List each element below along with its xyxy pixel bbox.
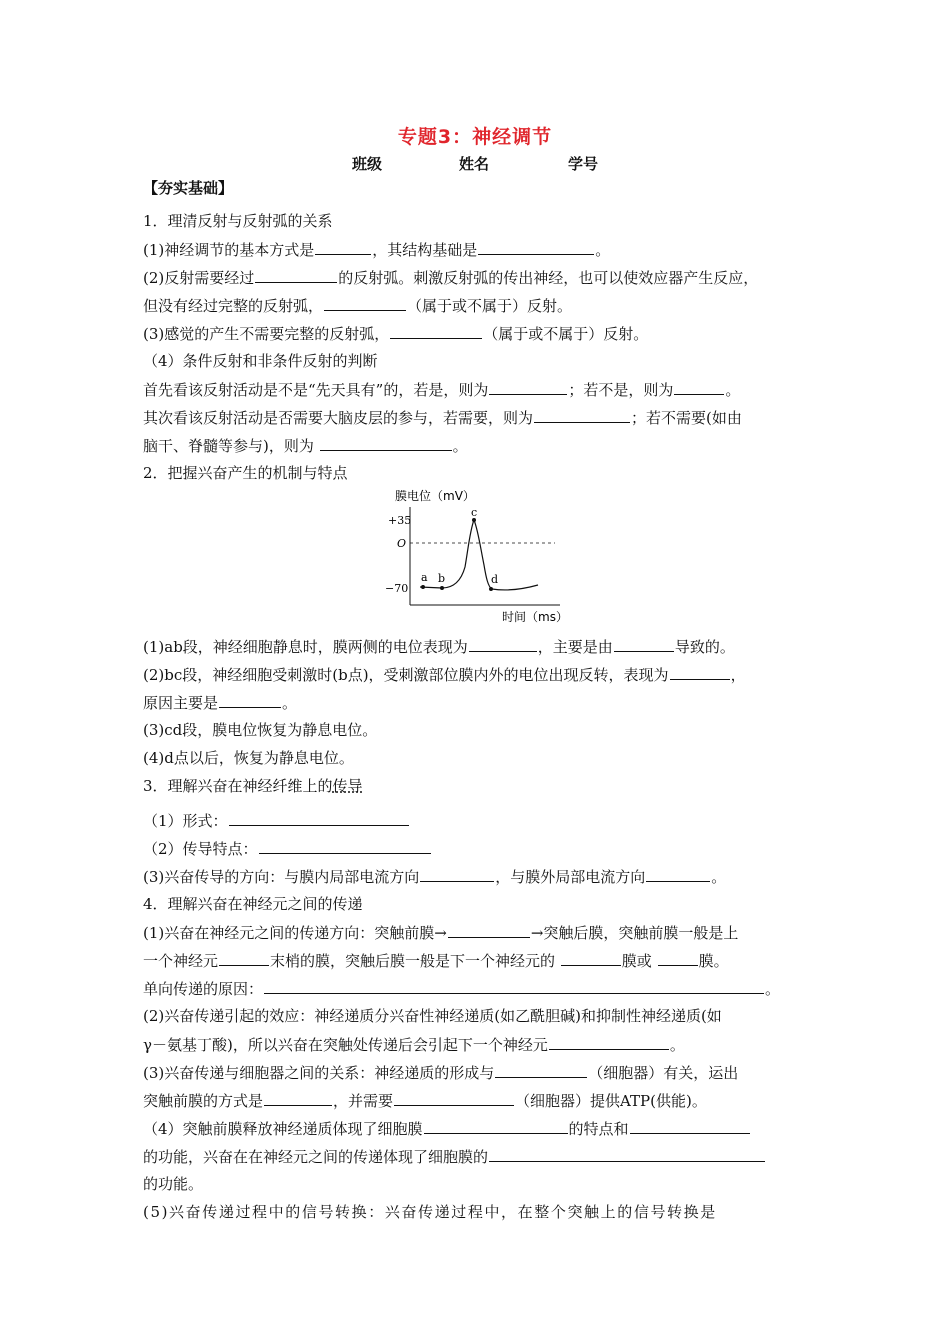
question-line [143, 239, 813, 260]
text: ；若不需要(如由 [631, 409, 742, 427]
page-title: 专题3：神经调节 [397, 126, 553, 148]
question-line [143, 866, 813, 887]
answer-blank[interactable] [264, 1090, 332, 1106]
question-line: (5)兴奋传递过程中的信号转换：兴奋传递过程中，在整个突触上的信号转换是 [143, 1203, 717, 1221]
text: ，主要是由 [537, 638, 613, 656]
question-line: (2)兴奋传递引起的效应：神经递质分兴奋性神经递质(如乙酰胆碱)和抑制性神经递质(如 [143, 1007, 722, 1025]
point-label: a [421, 571, 428, 584]
text: （2）传导特点： [143, 840, 258, 858]
answer-blank[interactable] [264, 978, 764, 994]
heading-2: 2．把握兴奋产生的机制与特点 [143, 464, 348, 482]
question-line [143, 838, 813, 859]
answer-blank[interactable] [469, 636, 537, 652]
question-line [143, 295, 813, 316]
answer-blank[interactable] [478, 239, 594, 255]
answer-blank[interactable] [315, 239, 371, 255]
question-line [143, 323, 813, 344]
question-line [143, 1118, 813, 1139]
text: (1)ab段，神经细胞静息时，膜两侧的电位表现为 [143, 638, 468, 656]
answer-blank[interactable] [324, 295, 406, 311]
text: （属于或不属于）反射。 [483, 325, 649, 343]
text: 首先看该反射活动是不是“先天具有”的，若是，则为 [143, 381, 489, 399]
text: (1)神经调节的基本方式是 [143, 241, 315, 259]
point-a [421, 585, 425, 589]
name-label: 姓名 [459, 155, 490, 173]
text: 脑干、脊髓等参与)，则为 [143, 437, 319, 455]
text: 。 [282, 694, 298, 712]
text: （1）形式： [143, 812, 228, 830]
answer-blank[interactable] [448, 922, 530, 938]
student-id-label: 学号 [568, 155, 599, 173]
text: 的反射弧。刺激反射弧的传出神经，也可以使效应器产生反应， [338, 269, 759, 287]
x-axis-label: 时间（ms） [502, 610, 568, 624]
question-line [143, 1034, 813, 1055]
text: (3)兴奋传递与细胞器之间的关系：神经递质的形成与 [143, 1064, 495, 1082]
text: ，与膜外局部电流方向 [495, 868, 646, 886]
answer-blank[interactable] [658, 950, 698, 966]
question-line [143, 664, 813, 685]
heading-1: 1．理清反射与反射弧的关系 [143, 212, 333, 230]
y-tick-label: O [397, 537, 407, 550]
text: （细胞器）有关，运出 [588, 1064, 739, 1082]
point-label: b [438, 572, 446, 585]
point-label: d [491, 573, 499, 586]
text: 单向传递的原因： [143, 980, 264, 998]
answer-blank[interactable] [495, 1062, 587, 1078]
text: (2)反射需要经过 [143, 269, 255, 287]
answer-blank[interactable] [674, 379, 724, 395]
heading-3 [143, 776, 813, 796]
question-line [143, 1146, 813, 1167]
question-line [143, 267, 813, 288]
text: （4）突触前膜释放神经递质体现了细胞膜 [143, 1120, 423, 1138]
answer-blank[interactable] [259, 838, 431, 854]
question-line: 的功能。 [143, 1175, 204, 1193]
text: γ－氨基丁酸)，所以兴奋在突触处传递后会引起下一个神经元 [143, 1036, 548, 1054]
question-line [143, 978, 813, 999]
section-heading: 【夯实基础】 [143, 179, 234, 197]
answer-blank[interactable] [394, 1090, 514, 1106]
text: （属于或不属于）反射。 [407, 297, 573, 315]
question-line [143, 1090, 813, 1111]
question-line [143, 692, 813, 713]
text: ，其结构基础是 [372, 241, 478, 259]
text: 但没有经过完整的反射弧， [143, 297, 324, 315]
text: (2)bc段，神经细胞受刺激时(b点)，受刺激部位膜内外的电位出现反转，表现为 [143, 666, 669, 684]
text: 末梢的膜，突触后膜一般是下一个神经元的 [270, 952, 560, 970]
question-line [143, 636, 813, 657]
text: 膜或 [621, 952, 657, 970]
answer-blank[interactable] [219, 950, 269, 966]
question-line: （4）条件反射和非条件反射的判断 [143, 352, 378, 370]
question-line [143, 922, 813, 943]
heading-4: 4．理解兴奋在神经元之间的传递 [143, 895, 363, 913]
answer-blank[interactable] [646, 866, 710, 882]
text: ， [730, 666, 746, 684]
answer-blank[interactable] [561, 950, 621, 966]
text: 3．理解兴奋在神经纤维上的 [143, 777, 333, 795]
answer-blank[interactable] [670, 664, 730, 680]
point-d [489, 587, 493, 591]
text: 的特点和 [568, 1120, 629, 1138]
text: 突触前膜的方式是 [143, 1092, 264, 1110]
question-line [143, 950, 813, 971]
text: 其次看该反射活动是否需要大脑皮层的参与，若需要，则为 [143, 409, 534, 427]
answer-blank[interactable] [549, 1034, 669, 1050]
text: 。 [725, 381, 741, 399]
question-line [143, 1062, 813, 1083]
answer-blank[interactable] [614, 636, 674, 652]
answer-blank[interactable] [390, 323, 482, 339]
emphasized-text: 传导 [332, 777, 363, 795]
y-axis-label: 膜电位（mV） [395, 489, 475, 503]
text: 。 [595, 241, 611, 259]
class-label: 班级 [352, 155, 383, 173]
text: (3)感觉的产生不需要完整的反射弧， [143, 325, 390, 343]
text: →突触后膜，突触前膜一般是上 [530, 924, 739, 942]
question-line [143, 407, 813, 428]
question-line [143, 379, 813, 400]
question-line: (3)cd段，膜电位恢复为静息电位。 [143, 721, 378, 739]
text: 的功能，兴奋在在神经元之间的传递体现了细胞膜的 [143, 1148, 489, 1166]
question-line [143, 810, 813, 831]
point-label: c [471, 506, 478, 519]
text: 。 [765, 980, 781, 998]
text: ；若不是，则为 [568, 381, 674, 399]
answer-blank[interactable] [219, 692, 281, 708]
point-b [440, 586, 444, 590]
text: 。 [452, 437, 468, 455]
text: 一个神经元 [143, 952, 219, 970]
answer-blank[interactable] [534, 407, 630, 423]
y-tick-label: −70 [385, 582, 409, 595]
membrane-potential-chart [380, 485, 570, 625]
text: 原因主要是 [143, 694, 219, 712]
text: 导致的。 [674, 638, 735, 656]
question-line: (4)d点以后，恢复为静息电位。 [143, 749, 354, 767]
text: ，并需要 [333, 1092, 394, 1110]
answer-blank[interactable] [424, 1118, 568, 1134]
answer-blank[interactable] [320, 435, 452, 451]
answer-blank[interactable] [229, 810, 409, 826]
text: 膜。 [698, 952, 729, 970]
text: 。 [669, 1036, 685, 1054]
text: （细胞器）提供ATP(供能)。 [515, 1092, 707, 1110]
question-line [143, 435, 813, 456]
answer-blank[interactable] [489, 379, 567, 395]
text: (3)兴奋传导的方向：与膜内局部电流方向 [143, 868, 420, 886]
answer-blank[interactable] [630, 1118, 750, 1134]
text: 。 [711, 868, 727, 886]
answer-blank[interactable] [420, 866, 494, 882]
answer-blank[interactable] [489, 1146, 765, 1162]
answer-blank[interactable] [255, 267, 337, 283]
text: (1)兴奋在神经元之间的传递方向：突触前膜→ [143, 924, 447, 942]
y-tick-label: +35 [388, 514, 412, 527]
